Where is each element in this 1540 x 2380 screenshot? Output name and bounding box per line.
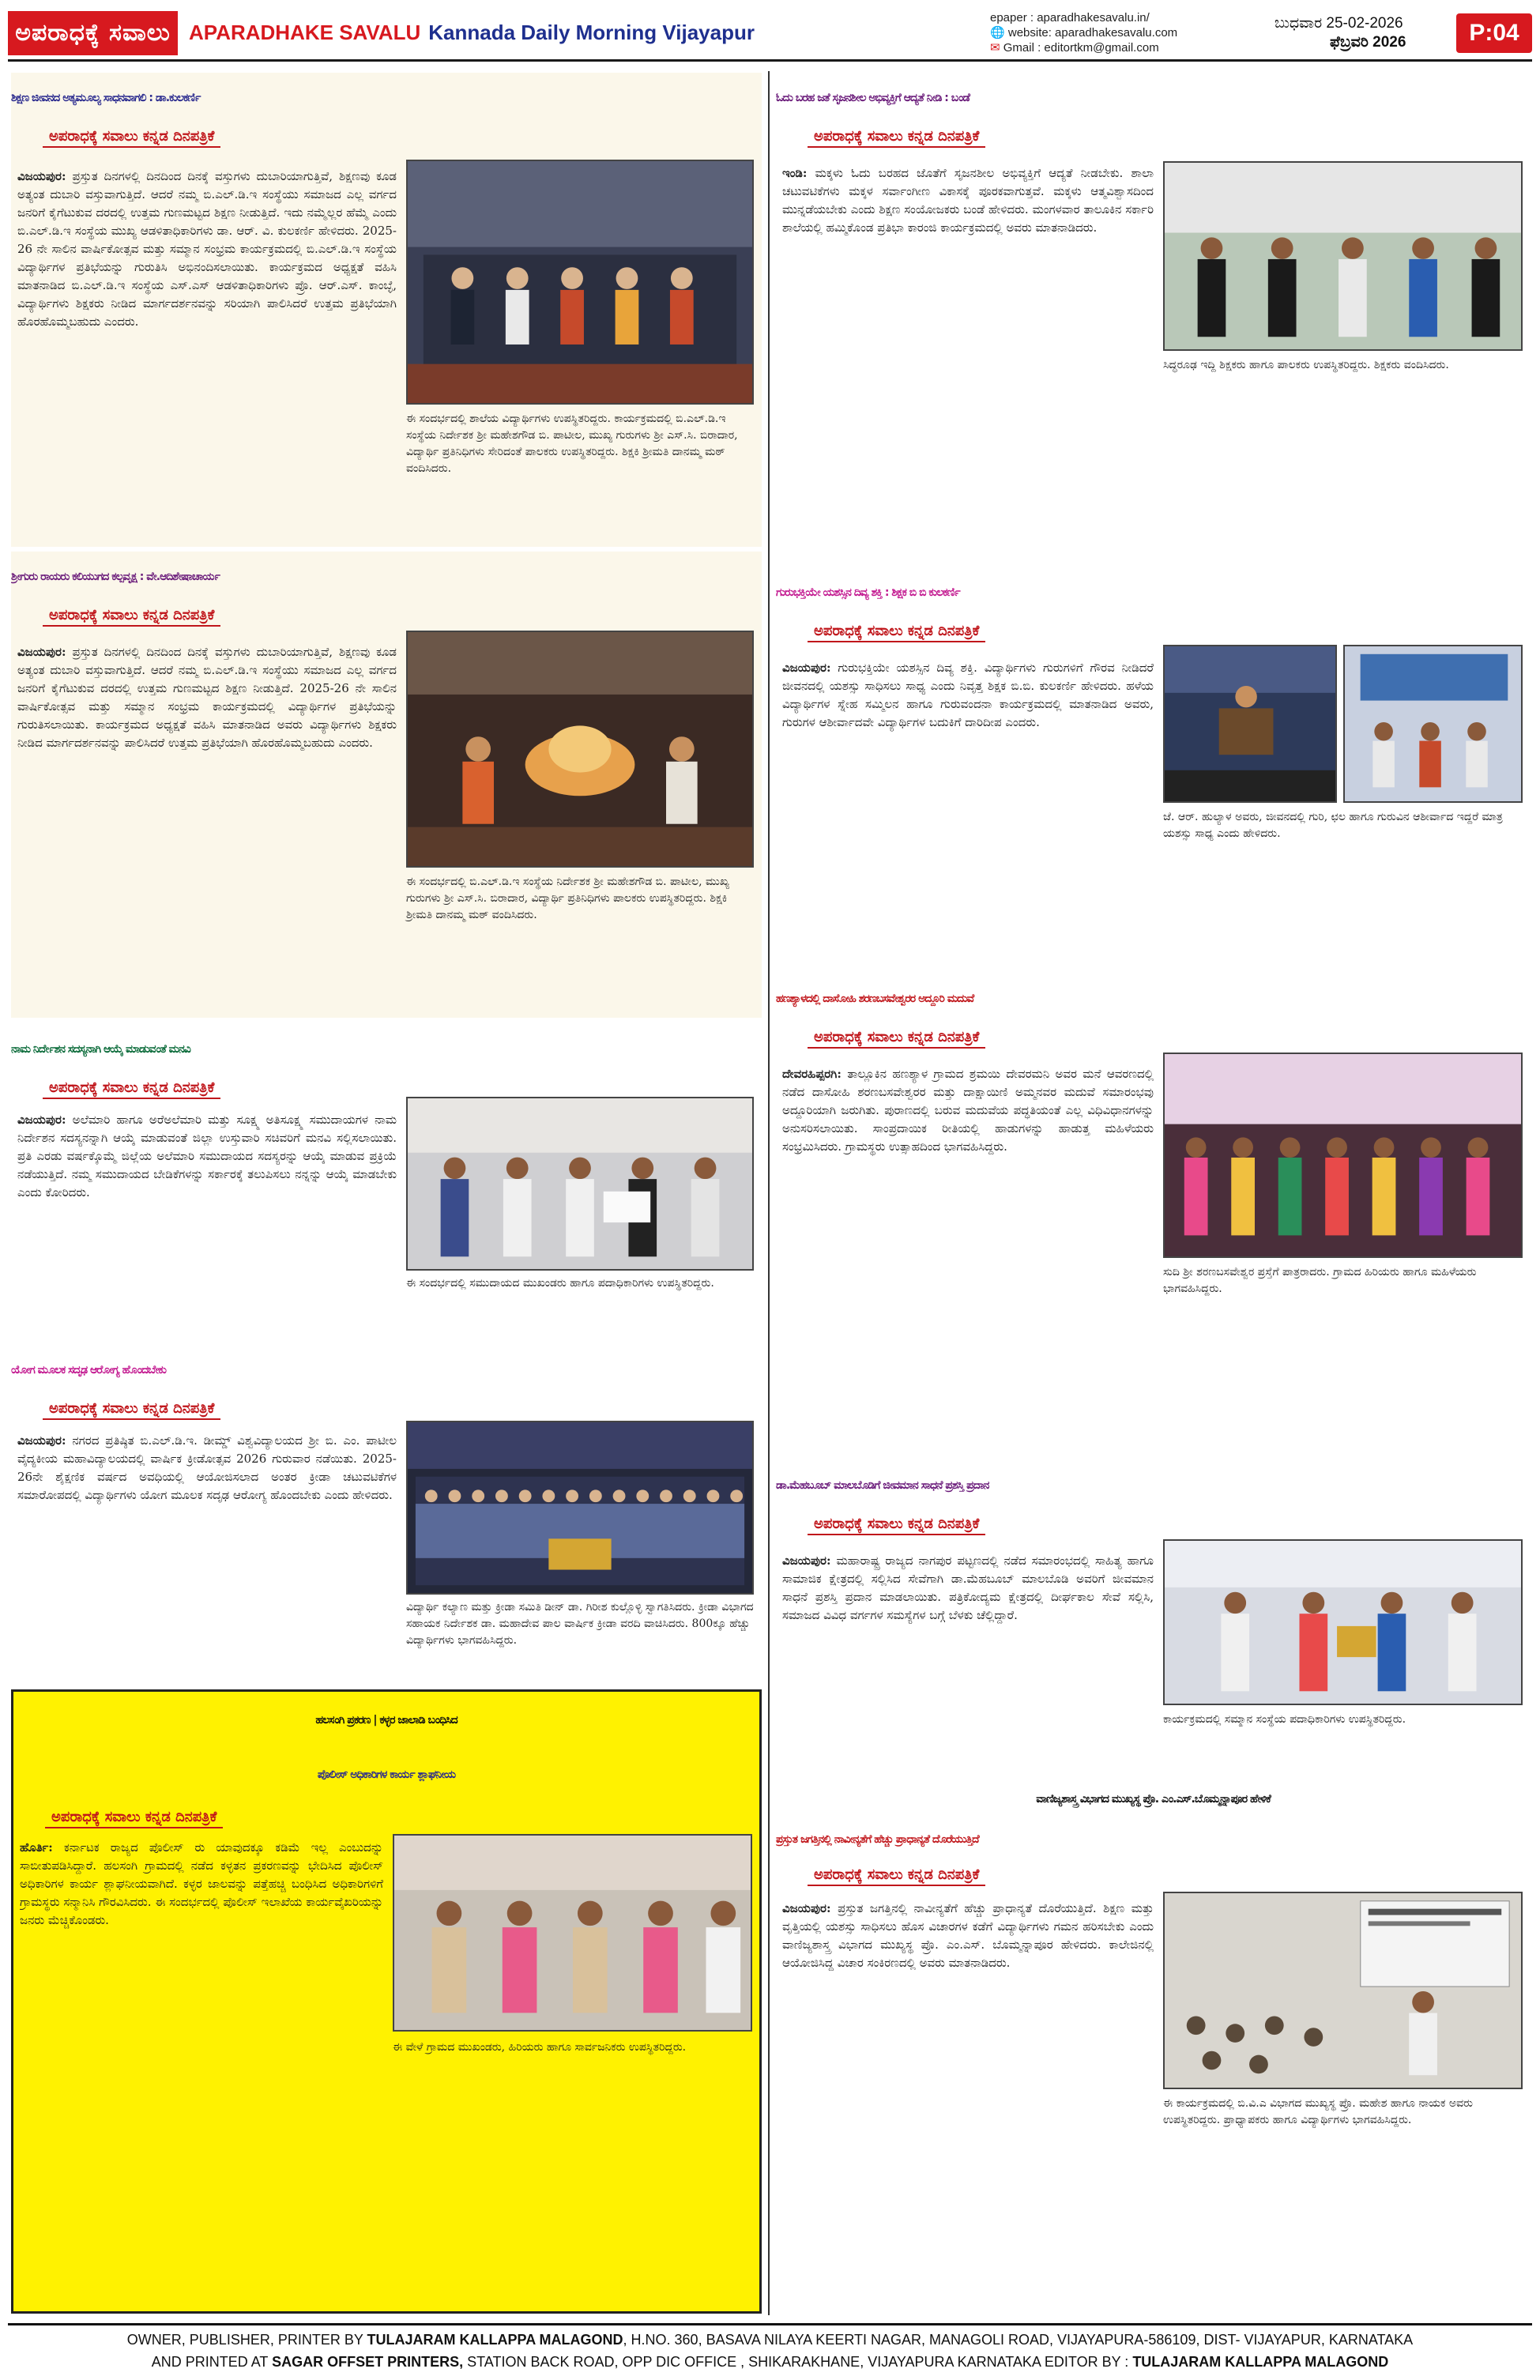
headline: ನಾಮ ನಿರ್ದೇಶನ ಸದಸ್ಯನಾಗಿ ಆಯ್ಕೆ ಮಾಡುವಂತೆ ಮನವಿ bbox=[11, 1043, 190, 1056]
headline: ಗುರುಭಕ್ತಿಯೇ ಯಶಸ್ಸಿನ ದಿವ್ಯ ಶಕ್ತಿ : ಶಿಕ್ಷಕ ಬಿ ಬಿ ಕುಲಕರ್ಣಿ bbox=[776, 586, 960, 599]
website-link[interactable]: 🌐 website: aparadhakesavalu.com bbox=[990, 26, 1178, 40]
event-photo bbox=[406, 160, 754, 405]
article-lifetime-award bbox=[776, 1460, 1531, 1776]
seminar-photo bbox=[1163, 1892, 1523, 2089]
article-education bbox=[11, 73, 762, 547]
wedding-photo bbox=[1163, 1053, 1523, 1258]
headline: ಹಣಶ್ಯಾಳದಲ್ಲಿ ದಾಸೋಹಿ ಶರಣಬಸವೇಶ್ವರರ ಅದ್ದೂರಿ ಮದುವೆ bbox=[776, 992, 974, 1005]
imprint-footer bbox=[8, 2323, 1532, 2374]
byline: ಅಪರಾಧಕ್ಕೆ ಸವಾಲು ಕನ್ನಡ ದಿನಪತ್ರಿಕೆ bbox=[43, 605, 220, 627]
photo-caption: ಈ ವೇಳೆ ಗ್ರಾಮದ ಮುಖಂಡರು, ಹಿರಿಯರು ಹಾಗೂ ಸಾರ್ವಜನಿಕರು ಉಪಸ್ಥಿತರಿದ್ದರು. bbox=[393, 2041, 687, 2054]
byline: ಅಪರಾಧಕ್ಕೆ ಸವಾಲು ಕನ್ನಡ ದಿನಪತ್ರಿಕೆ bbox=[808, 621, 985, 642]
award-photo bbox=[1163, 1539, 1523, 1705]
felicitation-photo bbox=[393, 1834, 752, 2032]
article-body: ಇಂಡಿ: ಮಕ್ಕಳು ಓದು ಬರಹದ ಜೊತೆಗೆ ಸೃಜನಶೀಲ ಅಭಿವ್ಯಕ್ತಿಗೆ ಆದ್ಯತೆ ನೀಡಬೇಕು. ಶಾಲಾ ಚಟುವಟಿಕೆಗಳು ಮಕ್ಕಳ ಸರ್ವಾಂಗೀಣ ವಿಕಾಸಕ್ಕೆ ಪೂರಕವಾಗುತ್ತವೆ. ಮಕ್ಕಳು ಆತ್ಮವಿಶ್ವಾಸದಿಂದ ಮುನ್ನಡೆಯಬೇಕು ಎಂದು ಶಿಕ್ಷಣ ಸಂಯೋಜಕರು ಬಂಡೆ ಹೇಳಿದರು. ಮಂಗಳವಾರ ತಾಲೂಕಿನ ಸರ್ಕಾರಿ ಶಾಲೆಯಲ್ಲಿ ಹಮ್ಮಿಕೊಂಡ ಪ್ರತಿಭಾ ಕಾರಂಜಿ ಕಾರ್ಯಕ್ರಮದಲ್ಲಿ ಅವರು ಮಾತನಾಡಿದರು. bbox=[782, 166, 1154, 235]
mail-icon: ✉ bbox=[990, 41, 1003, 55]
headline: ಪೊಲೀಸ್ ಅಧಿಕಾರಿಗಳ ಕಾರ್ಯ ಶ್ಲಾಘನೀಯ bbox=[317, 1768, 456, 1781]
footer-line-1: OWNER, PUBLISHER, PRINTER BY TULAJARAM KALLAPPA MALAGOND, H.NO. 360, BASAVA NILAYA KEERTI NAGAR, MANAGOLI ROAD, VIJAYAPURA-586109, DIST- VIJAYAPUR, KARNATAKA bbox=[126, 2332, 1414, 2348]
headline: ಪ್ರಸ್ತುತ ಜಗತ್ತಿನಲ್ಲಿ ನಾವೀನ್ಯತೆಗೆ ಹೆಚ್ಚು ಪ್ರಾಧಾನ್ಯತೆ ದೊರೆಯುತ್ತಿದೆ bbox=[776, 1833, 979, 1846]
article-body: ವಿಜಯಪುರ: ಪ್ರಸ್ತುತ ಜಗತ್ತಿನಲ್ಲಿ ನಾವೀನ್ಯತೆಗೆ ಹೆಚ್ಚು ಪ್ರಾಧಾನ್ಯತೆ ದೊರೆಯುತ್ತಿದೆ. ಶಿಕ್ಷಣ ಮತ್ತು ವೃತ್ತಿಯಲ್ಲಿ ಯಶಸ್ಸು ಸಾಧಿಸಲು ಹೊಸ ವಿಚಾರಗಳ ಕಡೆಗೆ ವಿದ್ಯಾರ್ಥಿಗಳು ಗಮನ ಹರಿಸಬೇಕು ಎಂದು ವಾಣಿಜ್ಯಶಾಸ್ತ್ರ ವಿಭಾಗದ ಮುಖ್ಯಸ್ಥ ಪ್ರೊ. ಎಂ.ಎಸ್. ಬೊಮ್ಮನ್ನಾಪೂರ ಹೇಳಿದರು. ಕಾಲೇಜಿನಲ್ಲಿ ಆಯೋಜಿಸಿದ್ದ ವಿಚಾರ ಸಂಕಿರಣದಲ್ಲಿ ಅವರು ಮಾತನಾಡಿದರು. bbox=[782, 1901, 1154, 1970]
article-body: ವಿಜಯಪುರ: ಮಹಾರಾಷ್ಟ್ರ ರಾಜ್ಯದ ನಾಗಪುರ ಪಟ್ಟಣದಲ್ಲಿ ನಡೆದ ಸಮಾರಂಭದಲ್ಲಿ ಸಾಹಿತ್ಯ ಹಾಗೂ ಸಾಮಾಜಿಕ ಕ್ಷೇತ್ರದಲ್ಲಿ ಸಲ್ಲಿಸಿದ ಸೇವೆಗಾಗಿ ಡಾ.ಮೆಹಬೂಬ್ ಮಾಲಬೊಡಿ ಅವರಿಗೆ ಜೀವಮಾನ ಸಾಧನೆ ಪ್ರಶಸ್ತಿ ಪ್ರದಾನ ಮಾಡಲಾಯಿತು. ಪತ್ರಿಕೋದ್ಯಮ ಕ್ಷೇತ್ರದಲ್ಲಿ ದೀರ್ಘಕಾಲ ಸೇವೆ ಸಲ್ಲಿಸಿ, ಸಮಾಜದ ವಿವಿಧ ವರ್ಗಗಳ ಸಮಸ್ಯೆಗಳ ಬಗ್ಗೆ ಬೆಳಕು ಚೆಲ್ಲಿದ್ದಾರೆ. bbox=[782, 1553, 1154, 1622]
photo-caption: ಈ ಸಂದರ್ಭದಲ್ಲಿ ಸಮುದಾಯದ ಮುಖಂಡರು ಹಾಗೂ ಪದಾಧಿಕಾರಿಗಳು ಉಪಸ್ಥಿತರಿದ್ದರು. bbox=[406, 1277, 714, 1290]
byline: ಅಪರಾಧಕ್ಕೆ ಸವಾಲು ಕನ್ನಡ ದಿನಪತ್ರಿಕೆ bbox=[43, 126, 220, 148]
article-nomination bbox=[11, 1024, 762, 1340]
contact-block bbox=[990, 10, 1251, 55]
photo-caption: ಈ ಸಂದರ್ಭದಲ್ಲಿ ಬಿ.ಎಲ್.ಡಿ.ಇ ಸಂಸ್ಥೆಯ ನಿರ್ದೇಶಕ ಶ್ರೀ ಮಹೇಶಗೌಡ ಬಿ. ಪಾಟೀಲ, ಮುಖ್ಯ ಗುರುಗಳು ಶ್ರೀ ಎಸ್.ಸಿ. ಬಿರಾದಾರ, ವಿದ್ಯಾರ್ಥಿ ಪ್ರತಿನಿಧಿಗಳು ಪಾಲಕರು ಉಪಸ್ಥಿತರಿದ್ದರು. ಶಿಕ್ಷಕಿ ಶ್ರೀಮತಿ ದಾನಮ್ಮ ಮಠ್ ವಂದಿಸಿದರು. bbox=[406, 876, 729, 921]
masthead-title bbox=[189, 21, 755, 45]
byline: ಅಪರಾಧಕ್ಕೆ ಸವಾಲು ಕನ್ನಡ ದಿನಪತ್ರಿಕೆ bbox=[808, 1865, 985, 1886]
issue-date: ಬುಧವಾರ 25-02-2026 ಫೆಬ್ರವರಿ 2026 bbox=[1275, 14, 1406, 51]
memorandum-photo bbox=[406, 1097, 754, 1271]
printer-name: SAGAR OFFSET PRINTERS, bbox=[272, 2354, 464, 2370]
globe-icon: 🌐 bbox=[990, 26, 1008, 40]
stage-photo-1 bbox=[1163, 645, 1337, 803]
newspaper-logo: ಅಪರಾಧಕ್ಕೆ ಸವಾಲು bbox=[8, 11, 178, 55]
photo-caption: ಸುದಿ ಶ್ರೀ ಶರಣಬಸವೇಶ್ವರ ಪ್ರಸ್ತೆಗೆ ಪಾತ್ರರಾದರು. ಗ್ರಾಮದ ಹಿರಿಯರು ಹಾಗೂ ಮಹಿಳೆಯರು ಭಾಗವಹಿಸಿದ್ದರು. bbox=[1163, 1266, 1477, 1295]
article-body: ವಿಜಯಪುರ: ಪ್ರಸ್ತುತ ದಿನಗಳಲ್ಲಿ ದಿನದಿಂದ ದಿನಕ್ಕೆ ವಸ್ತುಗಳು ದುಬಾರಿಯಾಗುತ್ತಿವೆ, ಶಿಕ್ಷಣವು ಕೂಡ ಅತ್ಯಂತ ದುಬಾರಿ ವಸ್ತುವಾಗುತ್ತಿದೆ. ಆದರೆ ನಮ್ಮ ಬಿ.ಎಲ್.ಡಿ.ಇ ಸಂಸ್ಥೆಯು ಸಮಾಜದ ಎಲ್ಲ ವರ್ಗದ ಜನರಿಗೆ ಕೈಗೆಟುಕುವ ದರದಲ್ಲಿ ಉತ್ತಮ ಗುಣಮಟ್ಟದ ಶಿಕ್ಷಣ ನೀಡುತ್ತಿದೆ. 2025-26 ನೇ ಸಾಲಿನ ವಾರ್ಷಿಕೋತ್ಸವ ಮತ್ತು ಸಮ್ಮಾನ ಸಂಭ್ರಮ ಕಾರ್ಯಕ್ರಮದಲ್ಲಿ ವಿದ್ಯಾರ್ಥಿಗಳ ಪ್ರತಿಭೆಯನ್ನು ಗುರುತಿಸಲಾಯಿತು. ಕಾರ್ಯಕ್ರಮದ ಅಧ್ಯಕ್ಷತೆ ವಹಿಸಿ ಮಾತನಾಡಿದ ಅವರು ವಿದ್ಯಾರ್ಥಿಗಳು ಶಿಕ್ಷಕರು ನೀಡಿದ ಮಾರ್ಗದರ್ಶನವನ್ನು ಪಾಲಿಸಿದರೆ ಉತ್ತಮ ಪ್ರತಿಭೆಯಾಗಿ ಹೊರಹೊಮ್ಮಬಹುದು ಎಂದರು. bbox=[17, 645, 397, 750]
photo-caption: ಈ ಕಾರ್ಯಕ್ರಮದಲ್ಲಿ ಬಿ.ವಿ.ಎ ವಿಭಾಗದ ಮುಖ್ಯಸ್ಥ ಪ್ರೊ. ಮಹೇಶ ಹಾಗೂ ನಾಯಕ ಅವರು ಉಪಸ್ಥಿತರಿದ್ದರು. ಪ್ರಾಧ್ಯಾಪಕರು ಹಾಗೂ ವಿದ್ಯಾರ್ಥಿಗಳು ಭಾಗವಹಿಸಿದ್ದರು. bbox=[1163, 2097, 1473, 2126]
article-body: ವಿಜಯಪುರ: ಗುರುಭಕ್ತಿಯೇ ಯಶಸ್ಸಿನ ದಿವ್ಯ ಶಕ್ತಿ. ವಿದ್ಯಾರ್ಥಿಗಳು ಗುರುಗಳಿಗೆ ಗೌರವ ನೀಡಿದರೆ ಜೀವನದಲ್ಲಿ ಯಶಸ್ಸು ಸಾಧಿಸಲು ಸಾಧ್ಯ ಎಂದು ನಿವೃತ್ತ ಶಿಕ್ಷಕ ಬಿ.ಬಿ. ಕುಲಕರ್ಣಿ ಹೇಳಿದರು. ಹಳೆಯ ವಿದ್ಯಾರ್ಥಿಗಳ ಸ್ನೇಹ ಸಮ್ಮಿಲನ ಹಾಗೂ ಗುರುವಂದನಾ ಕಾರ್ಯಕ್ರಮದಲ್ಲಿ ಮಾತನಾಡಿದ ಅವರು, ಗುರುಗಳ ಆಶೀರ್ವಾದವೇ ವಿದ್ಯಾರ್ಥಿಗಳ ಬದುಕಿಗೆ ದಾರಿದೀಪ ಎಂದರು. bbox=[782, 661, 1154, 729]
headline: ಓದು ಬರಹ ಜತೆ ಸೃಜನಶೀಲ ಅಭಿವ್ಯಕ್ತಿಗೆ ಆದ್ಯತೆ ನೀಡಿ : ಬಂಡೆ bbox=[776, 92, 970, 104]
article-grand-wedding bbox=[776, 973, 1531, 1455]
column-divider bbox=[768, 71, 770, 2315]
photo-caption: ಈ ಸಂದರ್ಭದಲ್ಲಿ ಶಾಲೆಯ ವಿದ್ಯಾರ್ಥಿಗಳು ಉಪಸ್ಥಿತರಿದ್ದರು. ಕಾರ್ಯಕ್ರಮದಲ್ಲಿ ಬಿ.ಎಲ್.ಡಿ.ಇ ಸಂಸ್ಥೆಯ ನಿರ್ದೇಶಕ ಶ್ರೀ ಮಹೇಶಗೌಡ ಬಿ. ಪಾಟೀಲ, ಮುಖ್ಯ ಗುರುಗಳು ಶ್ರೀ ಎಸ್.ಸಿ. ಬಿರಾದಾರ, ವಿದ್ಯಾರ್ಥಿ ಪ್ರತಿನಿಧಿಗಳು ಸೇರಿದಂತೆ ಪಾಲಕರು ಉಪಸ್ಥಿತರಿದ್ದರು. ಶಿಕ್ಷಕಿ ಶ್ರೀಮತಿ ದಾನಮ್ಮ ಮಠ್ ವಂದಿಸಿದರು. bbox=[406, 412, 738, 475]
owner-name: TULAJARAM KALLAPPA MALAGOND bbox=[367, 2332, 623, 2348]
article-police-praise bbox=[11, 1689, 762, 2314]
sports-photo bbox=[406, 1421, 754, 1595]
ritual-photo bbox=[406, 631, 754, 868]
article-body: ವಿಜಯಪುರ: ಅಲೆಮಾರಿ ಹಾಗೂ ಅರೆಅಲೆಮಾರಿ ಮತ್ತು ಸೂಕ್ಷ್ಮ ಅತಿಸೂಕ್ಷ್ಮ ಸಮುದಾಯಗಳ ನಾಮ ನಿರ್ದೇಶನ ಸದಸ್ಯನನ್ನಾಗಿ ಆಯ್ಕೆ ಮಾಡುವಂತೆ ಜಿಲ್ಲಾ ಉಸ್ತುವಾರಿ ಸಚಿವರಿಗೆ ಮನವಿ ಸಲ್ಲಿಸಲಾಯಿತು. ಪ್ರತಿ ಎರಡು ವರ್ಷಕ್ಕೊಮ್ಮೆ ಜಿಲ್ಲೆಯ ಅಲೆಮಾರಿ ಸಮುದಾಯದ ಸದಸ್ಯರನ್ನು ಆಯ್ಕೆ ಮಾಡುವ ಪ್ರಕ್ರಿಯೆ ನಡೆಯುತ್ತಿದೆ. ನಮ್ಮ ಸಮುದಾಯದ ಬೇಡಿಕೆಗಳನ್ನು ಸರ್ಕಾರಕ್ಕೆ ತಲುಪಿಸಲು ನನ್ನನ್ನು ಆಯ್ಕೆ ಮಾಡಬೇಕು ಎಂದು ಕೋರಿದರು. bbox=[17, 1113, 397, 1199]
article-guru-rayaru bbox=[11, 552, 762, 1018]
epaper-link[interactable]: epaper : aparadhakesavalu.in/ bbox=[990, 11, 1150, 24]
article-creative-expression bbox=[776, 73, 1531, 563]
byline: ಅಪರಾಧಕ್ಕೆ ಸವಾಲು ಕನ್ನಡ ದಿನಪತ್ರಿಕೆ bbox=[808, 1027, 985, 1049]
masthead bbox=[8, 6, 1532, 62]
article-guru-bhakti bbox=[776, 567, 1531, 970]
byline: ಅಪರಾಧಕ್ಕೆ ಸವಾಲು ಕನ್ನಡ ದಿನಪತ್ರಿಕೆ bbox=[43, 1078, 220, 1099]
article-body: ಹೊರ್ತಿ: ಕರ್ನಾಟಕ ರಾಜ್ಯದ ಪೊಲೀಸ್ ರು ಯಾವುದಕ್ಕೂ ಕಡಿಮೆ ಇಲ್ಲ ಎಂಬುದನ್ನು ಸಾಬೀತುಪಡಿಸಿದ್ದಾರೆ. ಹಲಸಂಗಿ ಗ್ರಾಮದಲ್ಲಿ ನಡೆದ ಕಳ್ಳತನ ಪ್ರಕರಣವನ್ನು ಭೇದಿಸಿದ ಪೊಲೀಸ್ ಅಧಿಕಾರಿಗಳ ಕಾರ್ಯ ಶ್ಲಾಘನೀಯವಾಗಿದೆ. ಕಳ್ಳರ ಜಾಲವನ್ನು ಪತ್ತೆಹಚ್ಚಿ ಬಂಧಿಸಿದ ಅಧಿಕಾರಿಗಳಿಗೆ ಗ್ರಾಮಸ್ಥರು ಸನ್ಮಾನಿಸಿ ಗೌರವಿಸಿದರು. ಈ ಸಂದರ್ಭದಲ್ಲಿ ಪೊಲೀಸ್ ಇಲಾಖೆಯ ಕಾರ್ಯವೈಖರಿಯನ್ನು ಜನರು ಮೆಚ್ಚಿಕೊಂಡರು. bbox=[20, 1840, 383, 1927]
kicker: ಹಲಸಂಗಿ ಪ್ರಕರಣ | ಕಳ್ಳರ ಜಾಲಾಡಿ ಬಂಧಿಸಿದ bbox=[315, 1714, 457, 1727]
headline: ಡಾ.ಮೆಹಬೂಬ್ ಮಾಲಬೊಡಿಗೆ ಜೀವಮಾನ ಸಾಧನೆ ಪ್ರಶಸ್ತಿ ಪ್ರದಾನ bbox=[776, 1479, 989, 1492]
byline: ಅಪರಾಧಕ್ಕೆ ಸವಾಲು ಕನ್ನಡ ದಿನಪತ್ರಿಕೆ bbox=[808, 126, 985, 148]
headline: ಶಿಕ್ಷಣ ಜೀವನದ ಅತ್ಯಮೂಲ್ಯ ಸಾಧನವಾಗಲಿ : ಡಾ.ಕುಲಕರ್ಣಿ bbox=[11, 92, 201, 104]
byline: ಅಪರಾಧಕ್ಕೆ ಸವಾಲು ಕನ್ನಡ ದಿನಪತ್ರಿಕೆ bbox=[43, 1399, 220, 1420]
stage-photo-2 bbox=[1343, 645, 1523, 803]
photo-caption: ವಿದ್ಯಾರ್ಥಿ ಕಲ್ಯಾಣ ಮತ್ತು ಕ್ರೀಡಾ ಸಮಿತಿ ಡೀನ್ ಡಾ. ಗಿರೀಶ ಕುಲ್ಲೊಳ್ಳಿ ಸ್ವಾಗತಿಸಿದರು. ಕ್ರೀಡಾ ವಿಭಾಗದ ಸಹಾಯಕ ನಿರ್ದೇಶಕ ಡಾ. ಮಹಾದೇವ ಪಾಲ ವಾರ್ಷಿಕ ಕ್ರೀಡಾ ವರದಿ ವಾಚಿಸಿದರು. 800ಕ್ಕೂ ಹೆಚ್ಚು ವಿದ್ಯಾರ್ಥಿಗಳು ಭಾಗವಹಿಸಿದ್ದರು. bbox=[406, 1601, 754, 1647]
photo-caption: ಜೆ. ಆರ್. ಹುಲ್ಯಾಳ ಅವರು, ಜೀವನದಲ್ಲಿ ಗುರಿ, ಛಲ ಹಾಗೂ ಗುರುವಿನ ಆಶೀರ್ವಾದ ಇದ್ದರೆ ಮಾತ್ರ ಯಶಸ್ಸು ಸಾಧ್ಯ ಎಂದು ಹೇಳಿದರು. bbox=[1163, 811, 1503, 840]
byline: ಅಪರಾಧಕ್ಕೆ ಸವಾಲು ಕನ್ನಡ ದಿನಪತ್ರಿಕೆ bbox=[45, 1807, 223, 1828]
brand-name: APARADHAKE SAVALU bbox=[189, 21, 421, 44]
tagline: Kannada Daily Morning Vijayapur bbox=[428, 21, 755, 44]
footer-line-2: AND PRINTED AT SAGAR OFFSET PRINTERS, STATION BACK ROAD, OPP DIC OFFICE , SHIKARAKHANE, VIJAYAPURA KARNATAKA EDITOR BY : TULAJARAM KALLAPPA MALAGOND bbox=[151, 2354, 1389, 2370]
headline: ಶ್ರೀಗುರು ರಾಯರು ಕಲಿಯುಗದ ಕಲ್ಪವೃಕ್ಷ : ವೇ.ಆದಿಶೇಷಾಚಾರ್ಯ bbox=[11, 571, 220, 583]
article-innovation bbox=[776, 1781, 1531, 2315]
photo-caption: ಸಿದ್ಧರೂಢ ಇದ್ದಿ ಶಿಕ್ಷಕರು ಹಾಗೂ ಪಾಲಕರು ಉಪಸ್ಥಿತರಿದ್ದರು. ಶಿಕ್ಷಕರು ವಂದಿಸಿದರು. bbox=[1163, 359, 1449, 371]
article-yoga bbox=[11, 1345, 762, 1685]
photo-caption: ಕಾರ್ಯಕ್ರಮದಲ್ಲಿ ಸಮ್ಮಾನ ಸಂಸ್ಥೆಯ ಪದಾಧಿಕಾರಿಗಳು ಉಪಸ್ಥಿತರಿದ್ದರು. bbox=[1163, 1713, 1406, 1726]
article-body: ವಿಜಯಪುರ: ನಗರದ ಪ್ರತಿಷ್ಠಿತ ಬಿ.ಎಲ್.ಡಿ.ಇ. ಡೀಮ್ಡ್ ವಿಶ್ವವಿದ್ಯಾಲಯದ ಶ್ರೀ ಬಿ. ಎಂ. ಪಾಟೀಲ ವೈದ್ಯಕೀಯ ಮಹಾವಿದ್ಯಾಲಯದಲ್ಲಿ ವಾರ್ಷಿಕ ಕ್ರೀಡೋತ್ಸವ 2026 ಗುರುವಾರ ನಡೆಯಿತು. 2025-26ನೇ ಶೈಕ್ಷಣಿಕ ವರ್ಷದ ಅವಧಿಯಲ್ಲಿ ಆಯೋಜಿಸಲಾದ ಅಂತರ ಕ್ರೀಡಾ ಚಟುವಟಿಕೆಗಳ ಸಮಾರೋಪದಲ್ಲಿ ವಿದ್ಯಾರ್ಥಿಗಳು ಯೋಗ ಮೂಲಕ ಸದೃಢ ಆರೋಗ್ಯ ಹೊಂದಬೇಕು ಎಂದು ಹೇಳಿದರು. bbox=[17, 1433, 397, 1502]
byline: ಅಪರಾಧಕ್ಕೆ ಸವಾಲು ಕನ್ನಡ ದಿನಪತ್ರಿಕೆ bbox=[808, 1514, 985, 1535]
article-body: ವಿಜಯಪುರ: ಪ್ರಸ್ತುತ ದಿನಗಳಲ್ಲಿ ದಿನದಿಂದ ದಿನಕ್ಕೆ ವಸ್ತುಗಳು ದುಬಾರಿಯಾಗುತ್ತಿವೆ, ಶಿಕ್ಷಣವು ಕೂಡ ಅತ್ಯಂತ ದುಬಾರಿ ವಸ್ತುವಾಗುತ್ತಿದೆ. ಆದರೆ ನಮ್ಮ ಬಿ.ಎಲ್.ಡಿ.ಇ ಸಂಸ್ಥೆಯು ಸಮಾಜದ ಎಲ್ಲ ವರ್ಗದ ಜನರಿಗೆ ಕೈಗೆಟುಕುವ ದರದಲ್ಲಿ ಉತ್ತಮ ಗುಣಮಟ್ಟದ ಶಿಕ್ಷಣ ನೀಡುತ್ತಿದೆ. ಇದು ನಮ್ಮೆಲ್ಲರ ಹೆಮ್ಮೆ ಎಂದು ಬಿ.ಎಲ್.ಡಿ.ಇ ಸಂಸ್ಥೆಯ ಮುಖ್ಯ ಆಡಳಿತಾಧಿಕಾರಿಗಳು ಡಾ. ಆರ್. ವಿ. ಕುಲಕರ್ಣಿ ಹೇಳಿದರು. 2025-26 ನೇ ಸಾಲಿನ ವಾರ್ಷಿಕೋತ್ಸವ ಮತ್ತು ಸಮ್ಮಾನ ಸಂಭ್ರಮ ಕಾರ್ಯಕ್ರಮದಲ್ಲಿ ಬಿ.ಎಲ್.ಡಿ.ಇ ಸಂಸ್ಥೆಯ ವಿದ್ಯಾರ್ಥಿಗಳ ಪ್ರತಿಭೆಯನ್ನು ಗುರುತಿಸಿ ಅಭಿನಂದಿಸಲಾಯಿತು. ಕಾರ್ಯಕ್ರಮದ ಅಧ್ಯಕ್ಷತೆ ವಹಿಸಿ ಮಾತನಾಡಿದ ಬಿ.ಎಲ್.ಡಿ.ಇ ಸಂಸ್ಥೆಯ ಎಸ್.ಎಸ್ ಆಡಳಿತಾಧಿಕಾರಿಗಳು ಪ್ರೊ. ಆರ್.ಎಸ್. ಕಾಂಬ್ಳೆ, ವಿದ್ಯಾರ್ಥಿಗಳು ಶಿಕ್ಷಕರು ನೀಡಿದ ಮಾರ್ಗದರ್ಶನವನ್ನು ಸರಿಯಾಗಿ ಪಾಲಿಸಿದರೆ ಉತ್ತಮ ಪ್ರತಿಭೆಯಾಗಿ ಹೊರಹೊಮ್ಮಬಹುದು ಎಂದರು. bbox=[17, 169, 397, 329]
page-number: P:04 bbox=[1456, 13, 1532, 53]
headline: ಯೋಗ ಮೂಲಕ ಸದೃಢ ಆರೋಗ್ಯ ಹೊಂದಬೇಕು bbox=[11, 1364, 166, 1376]
school-event-photo bbox=[1163, 161, 1523, 351]
gmail-link[interactable]: ✉ Gmail : editortkm@gmail.com bbox=[990, 41, 1159, 55]
kicker: ವಾಣಿಜ್ಯಶಾಸ್ತ್ರ ವಿಭಾಗದ ಮುಖ್ಯಸ್ಥ ಪ್ರೊ. ಎಂ.ಎಸ್.ಬೊಮ್ಮನ್ನಾಪೂರ ಹೇಳಿಕೆ bbox=[1036, 1793, 1271, 1806]
editor-name: TULAJARAM KALLAPPA MALAGOND bbox=[1132, 2354, 1389, 2370]
article-body: ದೇವರಹಿಪ್ಪರಗಿ: ತಾಲ್ಲೂಕಿನ ಹಣಶ್ಯಾಳ ಗ್ರಾಮದ ಶ್ರಮಯಿ ದೇವರಮನಿ ಅವರ ಮನೆ ಆವರಣದಲ್ಲಿ ನಡೆದ ದಾಸೋಹಿ ಶರಣಬಸವೇಶ್ವರರ ಮತ್ತು ದಾಕ್ಷಾಯಿಣಿ ಅಮ್ಮನವರ ಮದುವೆ ಸಮಾರಂಭವು ಅದ್ದೂರಿಯಾಗಿ ಜರುಗಿತು. ಪುರಾಣದಲ್ಲಿ ಬರುವ ಮದುವೆಯ ಪದ್ಧತಿಯಂತೆ ಎಲ್ಲ ವಿಧಿವಿಧಾನಗಳನ್ನು ಅನುಸರಿಸಲಾಯಿತು. ಸಾಂಪ್ರದಾಯಿಕ ರೀತಿಯಲ್ಲಿ ಹಾಡುಗಳನ್ನು ಹಾಡುತ್ತ ಮಹಿಳೆಯರು ಸಂಭ್ರಮಿಸಿದರು. ಗ್ರಾಮಸ್ಥರು ಉತ್ಸಾಹದಿಂದ ಭಾಗವಹಿಸಿದ್ದರು. bbox=[782, 1067, 1154, 1154]
